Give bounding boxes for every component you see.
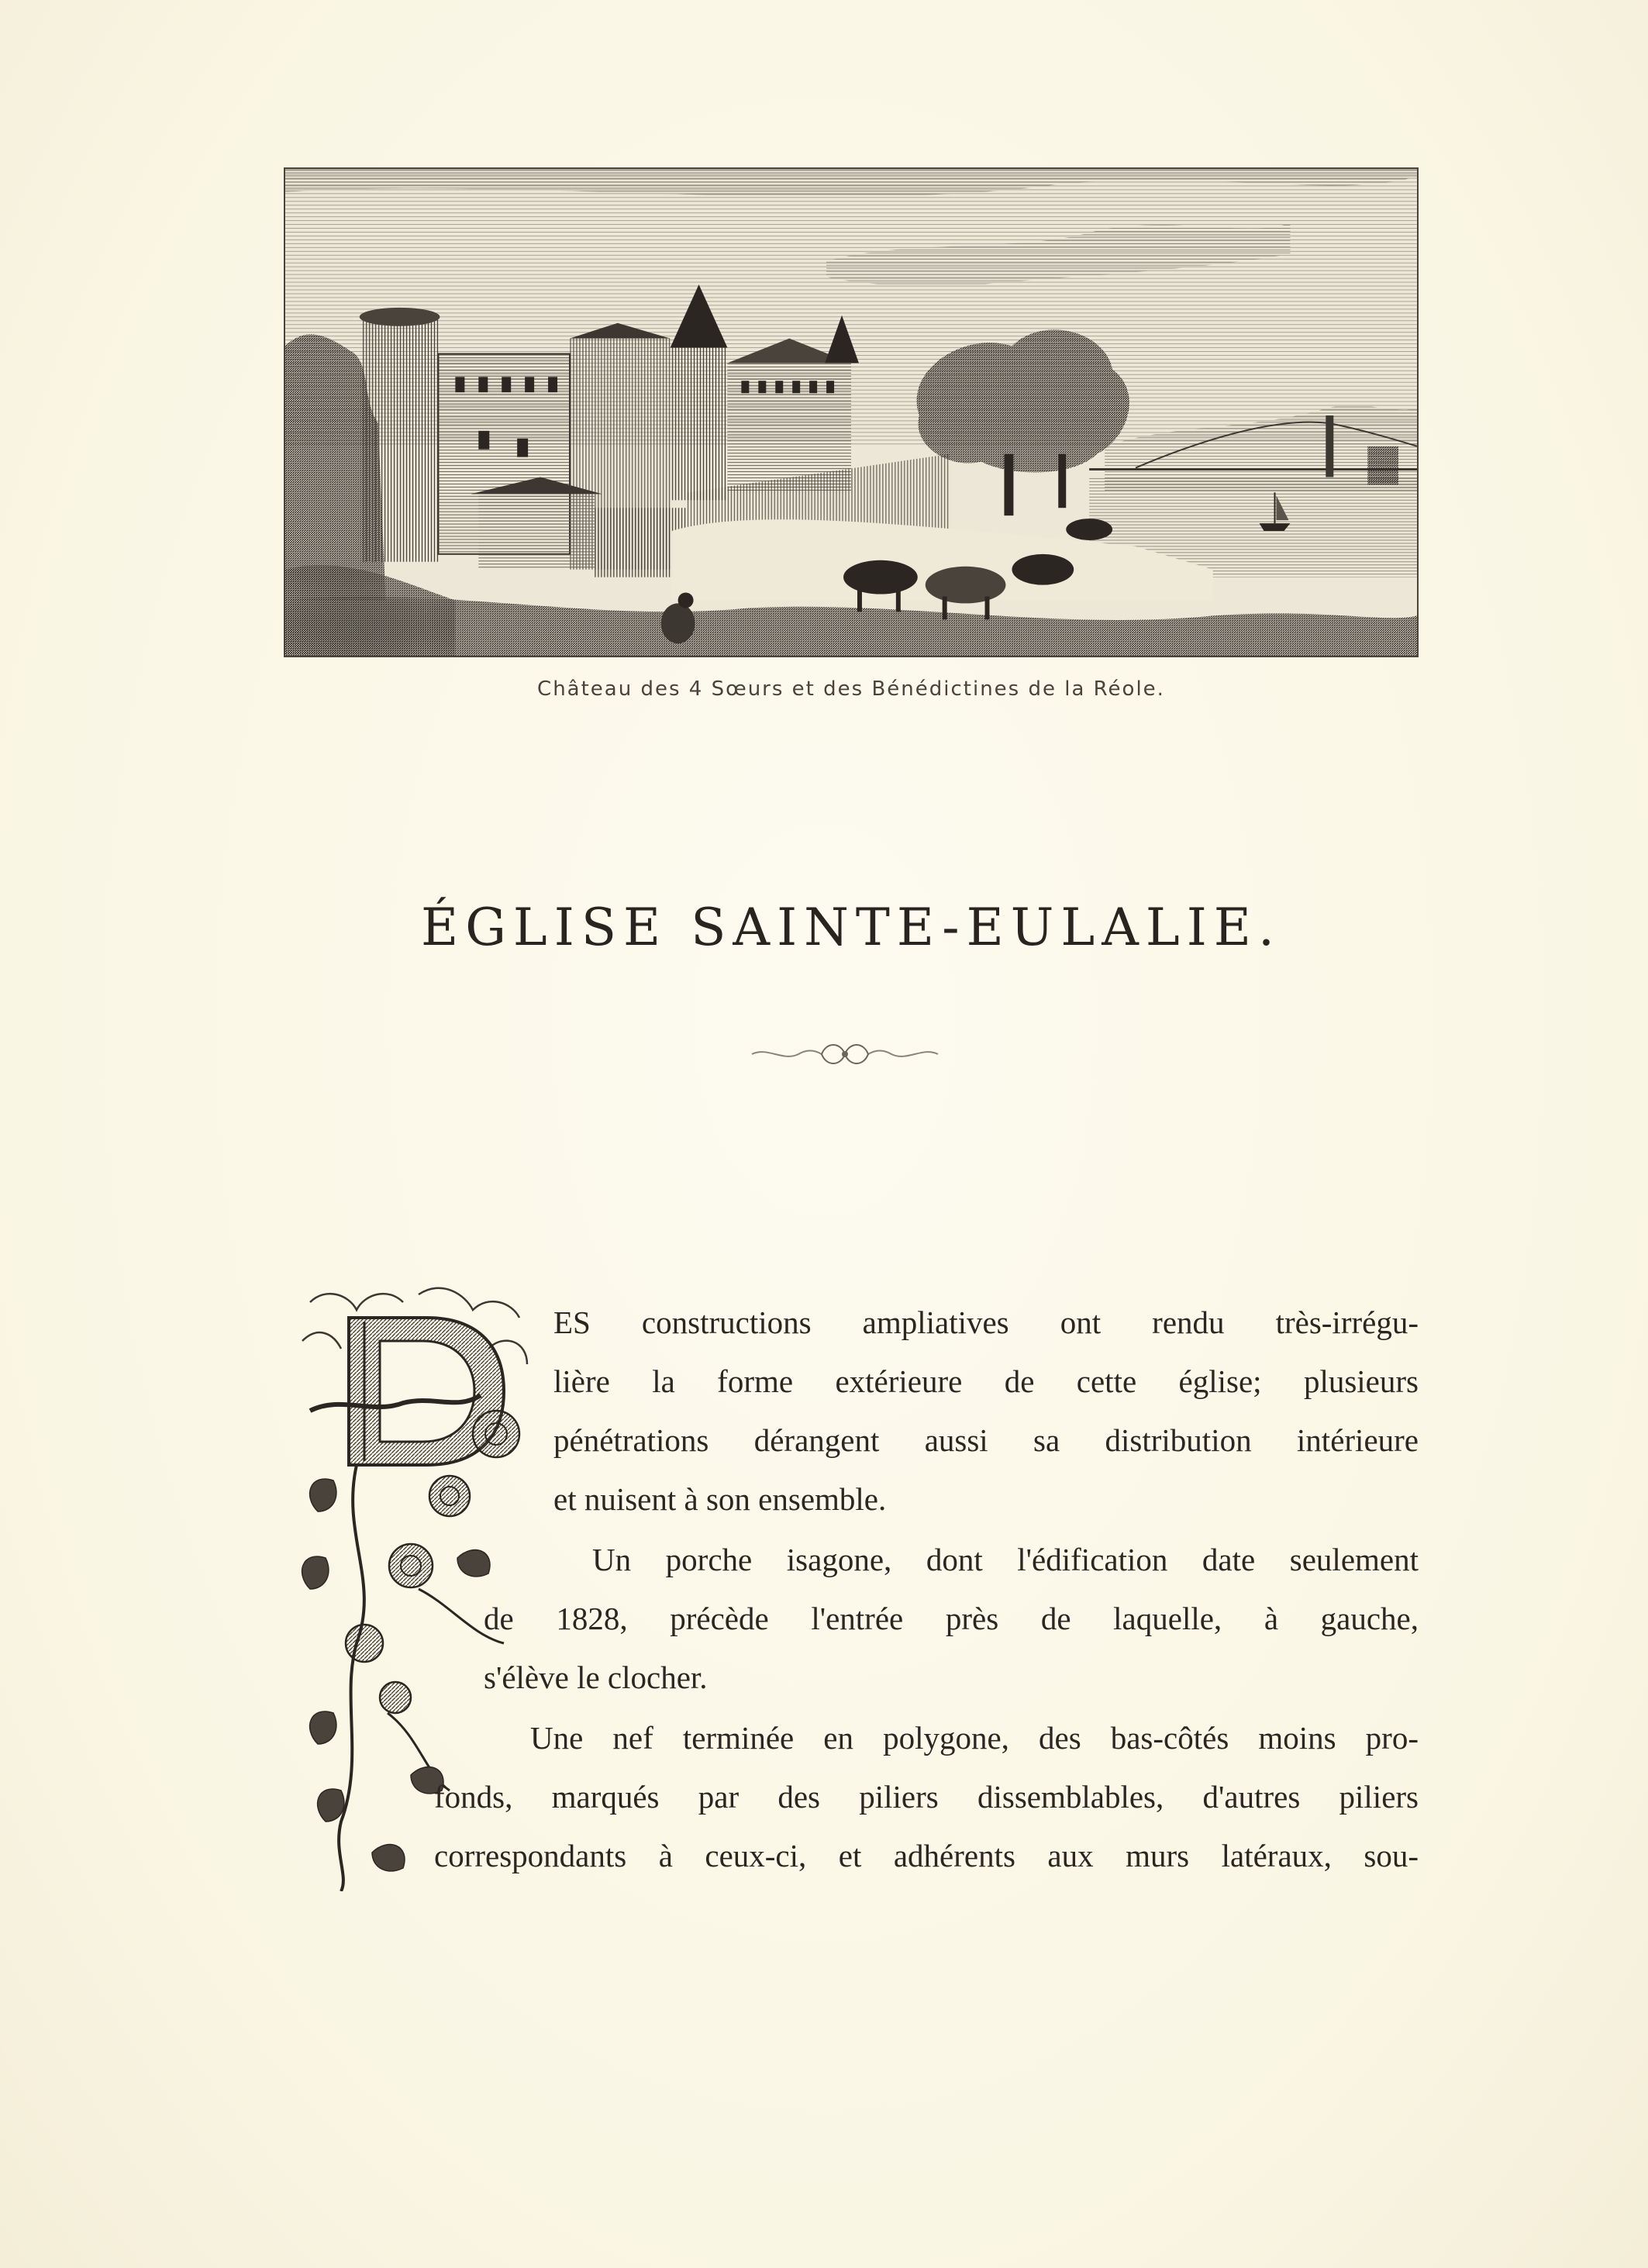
body-line-9: [434, 1778, 1419, 1815]
body-line-2-text: lière la forme extérieure de cette église; plusieurs: [553, 1363, 1419, 1399]
body-line-4: et nuisent à son ensemble.: [553, 1481, 887, 1517]
body-line-10-text: correspondants à ceux-ci, et adhérents aux murs latéraux, sou-: [434, 1838, 1419, 1873]
body-line-10: [434, 1837, 1419, 1874]
body-line-1-text: ES constructions ampliatives ont rendu très-irrégu-: [553, 1305, 1419, 1340]
engraving-illustration: [284, 167, 1419, 657]
body-line-7: s'élève le clocher.: [484, 1660, 708, 1695]
body-line-1: [553, 1304, 1419, 1341]
body-line-3: [553, 1422, 1419, 1459]
body-line-5-text: Un porche isagone, dont l'édification date seulement: [592, 1542, 1419, 1577]
title-ornament-icon: [744, 1036, 946, 1073]
body-line-8-text: Une nef terminée en polygone, des bas-côtés moins pro-: [530, 1720, 1419, 1756]
engraving-svg: [285, 169, 1417, 656]
body-line-3-text: pénétrations dérangent aussi sa distribution intérieure: [553, 1422, 1419, 1458]
page-title: ÉGLISE SAINTE-EULALIE.: [421, 898, 1281, 957]
body-line-8: [530, 1719, 1419, 1756]
engraving-caption: Château des 4 Sœurs et des Bénédictines de la Réole.: [537, 677, 1165, 701]
body-line-5: [592, 1541, 1419, 1578]
body-line-2: [553, 1363, 1419, 1400]
body-line-6: [484, 1600, 1419, 1637]
body-line-6-text: de 1828, précède l'entrée près de laquelle, à gauche,: [484, 1601, 1419, 1636]
body-line-9-text: fonds, marqués par des piliers dissemblables, d'autres piliers: [434, 1779, 1419, 1815]
